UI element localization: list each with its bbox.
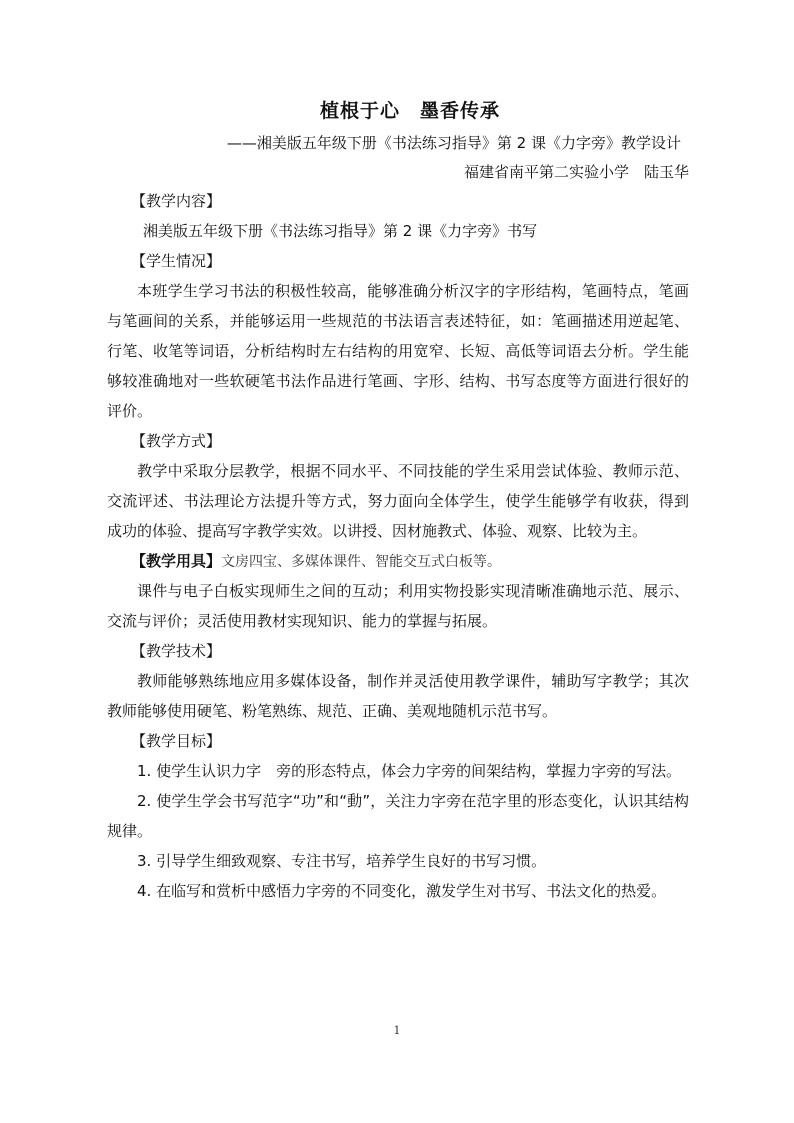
- section-heading-content: 【教学内容】: [131, 192, 222, 210]
- section-heading-technology: 【教学技术】: [131, 642, 222, 660]
- section-heading-students: 【学生情况】: [131, 252, 222, 270]
- document-subtitle: ——湘美版五年级下册《书法练习指导》第 2 课《力字旁》教学设计: [226, 134, 681, 152]
- goal-item: 2. 使学生学会书写范字“功”和“動”，关注力字旁在范字里的形态变化，认识其结构规律。: [107, 792, 689, 840]
- section-heading-tools: 【教学用具】: [131, 552, 222, 570]
- document-title: 植根于心 墨香传承: [319, 100, 500, 122]
- goal-item: 1. 使学生认识力字 旁的形态特点，体会力字旁的间架结构，掌握力字旁的写法。: [137, 762, 682, 780]
- document-author: 福建省南平第二实验小学 陆玉华: [463, 163, 689, 181]
- section-text-students: 本班学生学习书法的积极性较高，能够准确分析汉字的字形结构，笔画特点，笔画与笔画间的关系，并能够运用一些规范的书法语言表述特征，如：笔画描述用逆起笔、行笔、收笔等词语，分析结构时左右结构的用宽窄、长短、高低等词语去分析。学生能够较准确地对一些软硬笔书法作品进行笔画、字形、结构、书写态度等方面进行很好的评价。: [107, 282, 689, 420]
- section-inline-tools: 文房四宝、多媒体课件、智能交互式白板等。: [221, 554, 502, 570]
- document-body: [107, 94, 689, 906]
- goal-item: 4. 在临写和赏析中感悟力字旁的不同变化，激发学生对书写、书法文化的热爱。: [137, 882, 667, 900]
- section-heading-tools-line: [107, 546, 689, 576]
- page-number: 1: [393, 1024, 401, 1037]
- section-text-technology: 教师能够熟练地应用多媒体设备，制作并灵活使用教学课件，辅助写字教学；其次教师能够使用硬笔、粉笔熟练、规范、正确、美观地随机示范书写。: [107, 672, 689, 720]
- section-text-methods: 教学中采取分层教学，根据不同水平、不同技能的学生采用尝试体验、教师示范、交流评述、书法理论方法提升等方式，努力面向全体学生，使学生能够学有收获，得到成功的体验、提高写字教学实效。以讲授、因材施教式、体验、观察、比较为主。: [107, 462, 689, 540]
- section-text-content: 湘美版五年级下册《书法练习指导》第 2 课《力字旁》书写: [143, 222, 538, 240]
- goal-item: 3. 引导学生细致观察、专注书写，培养学生良好的书写习惯。: [137, 852, 547, 870]
- section-heading-goals: 【教学目标】: [131, 732, 222, 750]
- section-heading-methods: 【教学方式】: [131, 432, 222, 450]
- section-text-tools: 课件与电子白板实现师生之间的互动；利用实物投影实现清晰准确地示范、展示、交流与评价；灵活使用教材实现知识、能力的掌握与拓展。: [107, 582, 689, 630]
